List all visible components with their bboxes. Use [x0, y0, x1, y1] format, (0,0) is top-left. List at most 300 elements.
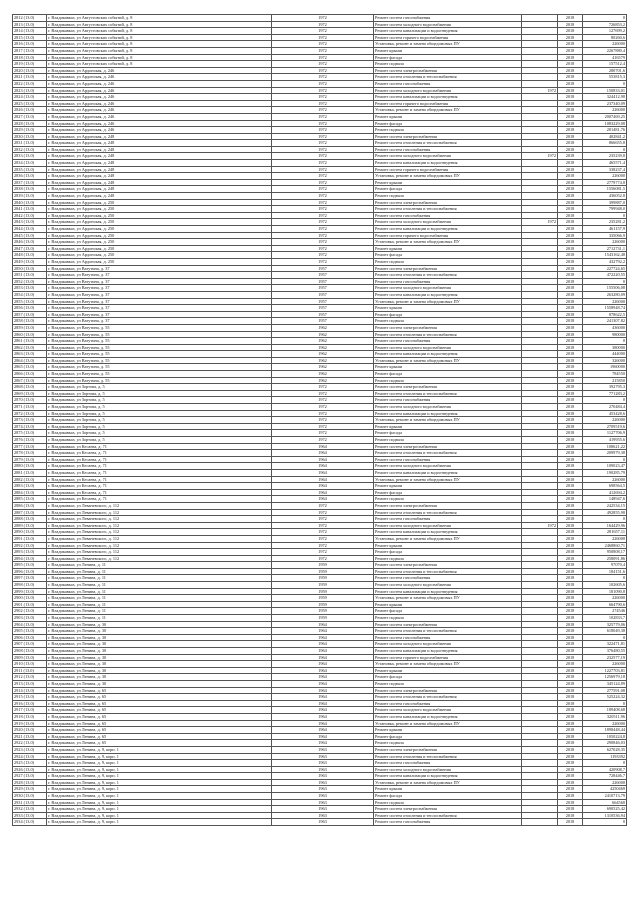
cost-cell: 436052,8 [583, 193, 627, 200]
plan-year-cell: 2018 [558, 687, 583, 694]
work-type-cell: Ремонт систем электроснабжения [374, 621, 522, 628]
table-row [13, 74, 627, 81]
cost-cell: 258091,86 [583, 555, 627, 562]
build-year-cell: 1972 [272, 21, 374, 28]
table-row [13, 34, 627, 41]
table-row [13, 687, 627, 694]
work-type-cell: Ремонт систем холодного водоснабжения [374, 582, 522, 589]
build-year-cell: 1964 [272, 694, 374, 701]
address-cell: г. Владикавказ, ул Ардонская, д. 248 [47, 166, 272, 173]
cost-cell: 412694,2 [583, 489, 627, 496]
extra-year-cell [522, 634, 558, 641]
row-number-cell: 2914 (13.0) [13, 687, 47, 694]
extra-year-cell [522, 595, 558, 602]
row-number-cell: 2861 (13.0) [13, 338, 47, 345]
extra-year-cell [522, 67, 558, 74]
plan-year-cell: 2018 [558, 133, 583, 140]
cost-cell: 189408,68 [583, 707, 627, 714]
cost-cell: 0 [583, 80, 627, 87]
plan-year-cell: 2018 [558, 357, 583, 364]
cost-cell: 0 [583, 212, 627, 219]
table-row [13, 674, 627, 681]
build-year-cell: 1959 [272, 575, 374, 582]
row-number-cell: 2874 (13.0) [13, 423, 47, 430]
extra-year-cell [522, 793, 558, 800]
extra-year-cell [522, 661, 558, 668]
address-cell: г. Владикавказ, ул Кесаева, д. 71 [47, 476, 272, 483]
extra-year-cell [522, 786, 558, 793]
table-row [13, 443, 627, 450]
cost-cell: 0 [583, 146, 627, 153]
build-year-cell: 1959 [272, 562, 374, 569]
row-number-cell: 2826 (13.0) [13, 107, 47, 114]
extra-year-cell [522, 615, 558, 622]
table-row [13, 582, 627, 589]
table-row [13, 654, 627, 661]
build-year-cell: 1972 [272, 100, 374, 107]
extra-year-cell [522, 146, 558, 153]
plan-year-cell: 2018 [558, 588, 583, 595]
work-type-cell: Ремонт систем отопления и теплоснабжения [374, 272, 522, 279]
row-number-cell: 2879 (13.0) [13, 456, 47, 463]
cost-cell: 0 [583, 278, 627, 285]
extra-year-cell [522, 733, 558, 740]
address-cell: г. Владикавказ, ул Ленина, д. 30 [47, 621, 272, 628]
cost-cell: 226000 [583, 239, 627, 246]
table-row [13, 344, 627, 351]
plan-year-cell: 2018 [558, 562, 583, 569]
table-row [13, 608, 627, 615]
cost-cell: 102833,7 [583, 615, 627, 622]
table-row [13, 641, 627, 648]
address-cell: г. Владикавказ, ул Ардонская, д. 248 [47, 133, 272, 140]
cost-cell: 150833,01 [583, 87, 627, 94]
build-year-cell: 1972 [272, 522, 374, 529]
table-row [13, 364, 627, 371]
cost-cell: 277591,08 [583, 687, 627, 694]
extra-year-cell [522, 298, 558, 305]
table-row [13, 746, 627, 753]
row-number-cell: 2847 (13.0) [13, 245, 47, 252]
extra-year-cell [522, 516, 558, 523]
extra-year-cell [522, 535, 558, 542]
work-type-cell: Ремонт систем холодного водоснабжения [374, 87, 522, 94]
table-row [13, 199, 627, 206]
plan-year-cell: 2018 [558, 404, 583, 411]
work-type-cell: Ремонт систем электроснабжения [374, 562, 522, 569]
row-number-cell: 2853 (13.0) [13, 285, 47, 292]
row-number-cell: 2923 (13.0) [13, 746, 47, 753]
work-type-cell: Установка, ремонт и замена общедомовых ПУ [374, 476, 522, 483]
row-number-cell: 2866 (13.0) [13, 371, 47, 378]
cost-cell: 226000 [583, 417, 627, 424]
table-body [13, 15, 627, 826]
table-row [13, 120, 627, 127]
plan-year-cell: 2018 [558, 450, 583, 457]
cost-cell: 227724,65 [583, 265, 627, 272]
extra-year-cell [522, 41, 558, 48]
row-number-cell: 2817 (13.0) [13, 47, 47, 54]
extra-year-cell [522, 404, 558, 411]
extra-year-cell [522, 34, 558, 41]
row-number-cell: 2924 (13.0) [13, 753, 47, 760]
address-cell: г. Владикавказ, ул Ардонская, д. 248 [47, 146, 272, 153]
address-cell: г. Владикавказ, ул Ардонская, д. 248 [47, 193, 272, 200]
row-number-cell: 2867 (13.0) [13, 377, 47, 384]
row-number-cell: 2870 (13.0) [13, 397, 47, 404]
cost-cell: 980000 [583, 331, 627, 338]
address-cell: г. Владикавказ, ул Леваневского, д. 112 [47, 555, 272, 562]
work-type-cell: Ремонт крыши [374, 667, 522, 674]
address-cell: г. Владикавказ, ул Зортова, д. 5 [47, 404, 272, 411]
build-year-cell: 1964 [272, 667, 374, 674]
row-number-cell: 2854 (13.0) [13, 291, 47, 298]
work-type-cell: Ремонт систем канализации и водоотведения [374, 529, 522, 536]
work-type-cell: Ремонт систем холодного водоснабжения [374, 522, 522, 529]
row-number-cell: 2816 (13.0) [13, 41, 47, 48]
extra-year-cell [522, 120, 558, 127]
extra-year-cell [522, 357, 558, 364]
work-type-cell: Ремонт систем газоснабжения [374, 456, 522, 463]
build-year-cell: 1964 [272, 687, 374, 694]
row-number-cell: 2881 (13.0) [13, 469, 47, 476]
address-cell: г. Владикавказ, ул Леваневского, д. 112 [47, 516, 272, 523]
cost-cell: 2712731,1 [583, 245, 627, 252]
row-number-cell: 2877 (13.0) [13, 443, 47, 450]
address-cell: г. Владикавказ, ул Кесаева, д. 71 [47, 443, 272, 450]
plan-year-cell: 2018 [558, 166, 583, 173]
table-row [13, 305, 627, 312]
work-type-cell: Ремонт систем канализации и водоотведения [374, 28, 522, 35]
plan-year-cell: 2018 [558, 410, 583, 417]
address-cell: г. Владикавказ, ул Зортова, д. 5 [47, 417, 272, 424]
cost-cell: 290846,03 [583, 740, 627, 747]
extra-year-cell [522, 232, 558, 239]
work-type-cell: Ремонт крыши [374, 113, 522, 120]
address-cell: г. Владикавказ, ул Зортова, д. 5 [47, 430, 272, 437]
plan-year-cell: 2018 [558, 87, 583, 94]
plan-year-cell: 2018 [558, 463, 583, 470]
cost-cell: 2007469,25 [583, 113, 627, 120]
extra-year-cell [522, 160, 558, 167]
cost-cell: 553815,3 [583, 74, 627, 81]
build-year-cell: 1972 [272, 113, 374, 120]
work-type-cell: Ремонт фасада [374, 54, 522, 61]
cost-cell: 226000 [583, 661, 627, 668]
cost-cell: 2410713,79 [583, 793, 627, 800]
cost-cell: 281657,11 [583, 529, 627, 536]
row-number-cell: 2908 (13.0) [13, 648, 47, 655]
cost-cell: 226000 [583, 298, 627, 305]
extra-year-cell [522, 100, 558, 107]
cost-cell: 2779774,8 [583, 179, 627, 186]
extra-year-cell [522, 549, 558, 556]
plan-year-cell: 2018 [558, 608, 583, 615]
build-year-cell: 1972 [272, 232, 374, 239]
cost-cell: 1193392 [583, 753, 627, 760]
table-row [13, 146, 627, 153]
extra-year-cell [522, 727, 558, 734]
build-year-cell: 1972 [272, 34, 374, 41]
plan-year-cell: 2018 [558, 193, 583, 200]
table-row [13, 694, 627, 701]
plan-year-cell: 2018 [558, 793, 583, 800]
plan-year-cell: 2018 [558, 199, 583, 206]
extra-year-cell [522, 272, 558, 279]
build-year-cell: 1972 [272, 41, 374, 48]
extra-year-cell [522, 608, 558, 615]
extra-year-cell [522, 746, 558, 753]
table-row [13, 67, 627, 74]
plan-year-cell: 2018 [558, 595, 583, 602]
plan-year-cell: 2018 [558, 80, 583, 87]
build-year-cell: 1964 [272, 621, 374, 628]
row-number-cell: 2897 (13.0) [13, 575, 47, 582]
extra-year-cell [522, 687, 558, 694]
plan-year-cell: 2018 [558, 423, 583, 430]
plan-year-cell: 2018 [558, 146, 583, 153]
plan-year-cell: 2018 [558, 364, 583, 371]
table-row [13, 733, 627, 740]
plan-year-cell: 2018 [558, 21, 583, 28]
table-row [13, 713, 627, 720]
plan-year-cell: 2018 [558, 127, 583, 134]
row-number-cell: 2848 (13.0) [13, 252, 47, 259]
cost-cell: 1083229,08 [583, 120, 627, 127]
plan-year-cell: 2018 [558, 245, 583, 252]
build-year-cell: 1972 [272, 397, 374, 404]
address-cell: г. Владикавказ, ул Леваневского, д. 112 [47, 529, 272, 536]
extra-year-cell [522, 377, 558, 384]
table-row [13, 94, 627, 101]
plan-year-cell: 2018 [558, 509, 583, 516]
extra-year-cell [522, 47, 558, 54]
table-row [13, 285, 627, 292]
row-number-cell: 2922 (13.0) [13, 740, 47, 747]
row-number-cell: 2860 (13.0) [13, 331, 47, 338]
row-number-cell: 2890 (13.0) [13, 529, 47, 536]
work-type-cell: Ремонт крыши [374, 542, 522, 549]
row-number-cell: 2900 (13.0) [13, 595, 47, 602]
extra-year-cell [522, 542, 558, 549]
work-type-cell: Установка, ремонт и замена общедомовых ПУ [374, 661, 522, 668]
extra-year-cell [522, 562, 558, 569]
cost-cell: 416579 [583, 54, 627, 61]
build-year-cell: 1972 [272, 199, 374, 206]
address-cell: г. Владикавказ, ул Ленина, д. 11 [47, 595, 272, 602]
cost-cell: 338237,4 [583, 166, 627, 173]
cost-cell: 2468860,71 [583, 542, 627, 549]
row-number-cell: 2885 (13.0) [13, 496, 47, 503]
plan-year-cell: 2018 [558, 483, 583, 490]
cost-cell: 2267880,4 [583, 47, 627, 54]
row-number-cell: 2838 (13.0) [13, 186, 47, 193]
address-cell: г. Владикавказ, ул Ленина, д. 30 [47, 667, 272, 674]
table-row [13, 588, 627, 595]
work-type-cell: Установка, ремонт и замена общедомовых ПУ [374, 417, 522, 424]
cost-cell: 1256979,18 [583, 674, 627, 681]
plan-year-cell: 2018 [558, 786, 583, 793]
table-row [13, 41, 627, 48]
extra-year-cell [522, 245, 558, 252]
cost-cell: 320511,96 [583, 713, 627, 720]
extra-year-cell [522, 502, 558, 509]
build-year-cell: 1962 [272, 364, 374, 371]
table-row [13, 549, 627, 556]
row-number-cell: 2933 (13.0) [13, 812, 47, 819]
build-year-cell: 1959 [272, 615, 374, 622]
address-cell: г. Владикавказ, ул Августовских событий, д. 8 [47, 54, 272, 61]
table-row [13, 87, 627, 94]
plan-year-cell: 2018 [558, 628, 583, 635]
build-year-cell: 1964 [272, 733, 374, 740]
address-cell: г. Владикавказ, ул Ленина, д. 65 [47, 740, 272, 747]
row-number-cell: 2873 (13.0) [13, 417, 47, 424]
extra-year-cell [522, 476, 558, 483]
table-row [13, 727, 627, 734]
build-year-cell: 1963 [272, 760, 374, 767]
build-year-cell: 1964 [272, 720, 374, 727]
work-type-cell: Ремонт подвала [374, 555, 522, 562]
table-row [13, 245, 627, 252]
build-year-cell: 1972 [272, 94, 374, 101]
extra-year-cell [522, 107, 558, 114]
table-row [13, 793, 627, 800]
build-year-cell: 1957 [272, 311, 374, 318]
table-row [13, 661, 627, 668]
address-cell: г. Владикавказ, ул Зортова, д. 5 [47, 397, 272, 404]
work-type-cell: Ремонт систем отопления и теплоснабжения [374, 694, 522, 701]
extra-year-cell [522, 648, 558, 655]
cost-cell: 335066,9 [583, 232, 627, 239]
table-row [13, 760, 627, 767]
address-cell: г. Владикавказ, ул Ленина, д. 11 [47, 568, 272, 575]
extra-year-cell [522, 601, 558, 608]
plan-year-cell: 2018 [558, 516, 583, 523]
table-row [13, 819, 627, 826]
build-year-cell: 1964 [272, 496, 374, 503]
extra-year-cell [522, 410, 558, 417]
plan-year-cell: 2018 [558, 54, 583, 61]
table-row [13, 100, 627, 107]
address-cell: г. Владикавказ, ул Ленина, д. 9, корп. 1 [47, 773, 272, 780]
address-cell: г. Владикавказ, ул Зортова, д. 5 [47, 384, 272, 391]
address-cell: г. Владикавказ, ул Ленина, д. 30 [47, 628, 272, 635]
work-type-cell: Ремонт систем электроснабжения [374, 67, 522, 74]
work-type-cell: Ремонт систем отопления и теплоснабжения [374, 331, 522, 338]
row-number-cell: 2889 (13.0) [13, 522, 47, 529]
address-cell: г. Владикавказ, ул Ардонская, д. 248 [47, 186, 272, 193]
address-cell: г. Владикавказ, ул Ватутина, д. 37 [47, 298, 272, 305]
extra-year-cell [522, 21, 558, 28]
build-year-cell: 1957 [272, 298, 374, 305]
plan-year-cell: 2018 [558, 641, 583, 648]
capital-repair-table [12, 14, 627, 826]
row-number-cell: 2827 (13.0) [13, 113, 47, 120]
build-year-cell: 1972 [272, 28, 374, 35]
row-number-cell: 2915 (13.0) [13, 694, 47, 701]
build-year-cell: 1959 [272, 608, 374, 615]
row-number-cell: 2919 (13.0) [13, 720, 47, 727]
row-number-cell: 2896 (13.0) [13, 568, 47, 575]
plan-year-cell: 2018 [558, 621, 583, 628]
cost-cell: 215850 [583, 377, 627, 384]
table-row [13, 680, 627, 687]
row-number-cell: 2871 (13.0) [13, 404, 47, 411]
table-row [13, 232, 627, 239]
extra-year-cell [522, 291, 558, 298]
extra-year-cell [522, 628, 558, 635]
cost-cell: 80260,6 [583, 34, 627, 41]
address-cell: г. Владикавказ, ул Ардонская, д. 250 [47, 258, 272, 265]
row-number-cell: 2898 (13.0) [13, 582, 47, 589]
extra-year-cell [522, 166, 558, 173]
plan-year-cell: 2018 [558, 94, 583, 101]
plan-year-cell: 2018 [558, 674, 583, 681]
table-row [13, 324, 627, 331]
row-number-cell: 2925 (13.0) [13, 760, 47, 767]
table-row [13, 410, 627, 417]
plan-year-cell: 2018 [558, 806, 583, 813]
address-cell: г. Владикавказ, ул Ардонская, д. 246 [47, 107, 272, 114]
build-year-cell: 1962 [272, 338, 374, 345]
address-cell: г. Владикавказ, ул Ленина, д. 9, корп. 1 [47, 753, 272, 760]
build-year-cell: 1959 [272, 601, 374, 608]
build-year-cell: 1963 [272, 799, 374, 806]
address-cell: г. Владикавказ, ул Ватутина, д. 37 [47, 311, 272, 318]
cost-cell: 226000 [583, 779, 627, 786]
address-cell: г. Владикавказ, ул Ленина, д. 30 [47, 680, 272, 687]
work-type-cell: Ремонт фасада [374, 674, 522, 681]
table-row [13, 502, 627, 509]
work-type-cell: Ремонт фасада [374, 733, 522, 740]
table-row [13, 667, 627, 674]
plan-year-cell: 2018 [558, 760, 583, 767]
build-year-cell: 1959 [272, 588, 374, 595]
plan-year-cell: 2018 [558, 680, 583, 687]
address-cell: г. Владикавказ, ул Ленина, д. 65 [47, 694, 272, 701]
cost-cell: 155506,08 [583, 285, 627, 292]
cost-cell: 235239,8 [583, 153, 627, 160]
plan-year-cell: 2018 [558, 615, 583, 622]
work-type-cell: Установка, ремонт и замена общедомовых ПУ [374, 357, 522, 364]
plan-year-cell: 2018 [558, 351, 583, 358]
plan-year-cell: 2018 [558, 258, 583, 265]
row-number-cell: 2932 (13.0) [13, 806, 47, 813]
row-number-cell: 2930 (13.0) [13, 793, 47, 800]
build-year-cell: 1972 [272, 549, 374, 556]
extra-year-cell [522, 397, 558, 404]
table-row [13, 179, 627, 186]
cost-cell: 322471,81 [583, 641, 627, 648]
table-row [13, 166, 627, 173]
extra-year-cell [522, 575, 558, 582]
plan-year-cell: 2018 [558, 153, 583, 160]
build-year-cell: 1964 [272, 654, 374, 661]
address-cell: г. Владикавказ, ул Ардонская, д. 246 [47, 127, 272, 134]
table-row [13, 595, 627, 602]
table-row [13, 812, 627, 819]
plan-year-cell: 2018 [558, 522, 583, 529]
build-year-cell: 1963 [272, 793, 374, 800]
cost-cell: 866655,8 [583, 140, 627, 147]
table-row [13, 371, 627, 378]
table-row [13, 568, 627, 575]
work-type-cell: Ремонт систем горячего водоснабжения [374, 654, 522, 661]
cost-cell: 242534,15 [583, 502, 627, 509]
build-year-cell: 1972 [272, 535, 374, 542]
address-cell: г. Владикавказ, ул Ардонская, д. 250 [47, 239, 272, 246]
